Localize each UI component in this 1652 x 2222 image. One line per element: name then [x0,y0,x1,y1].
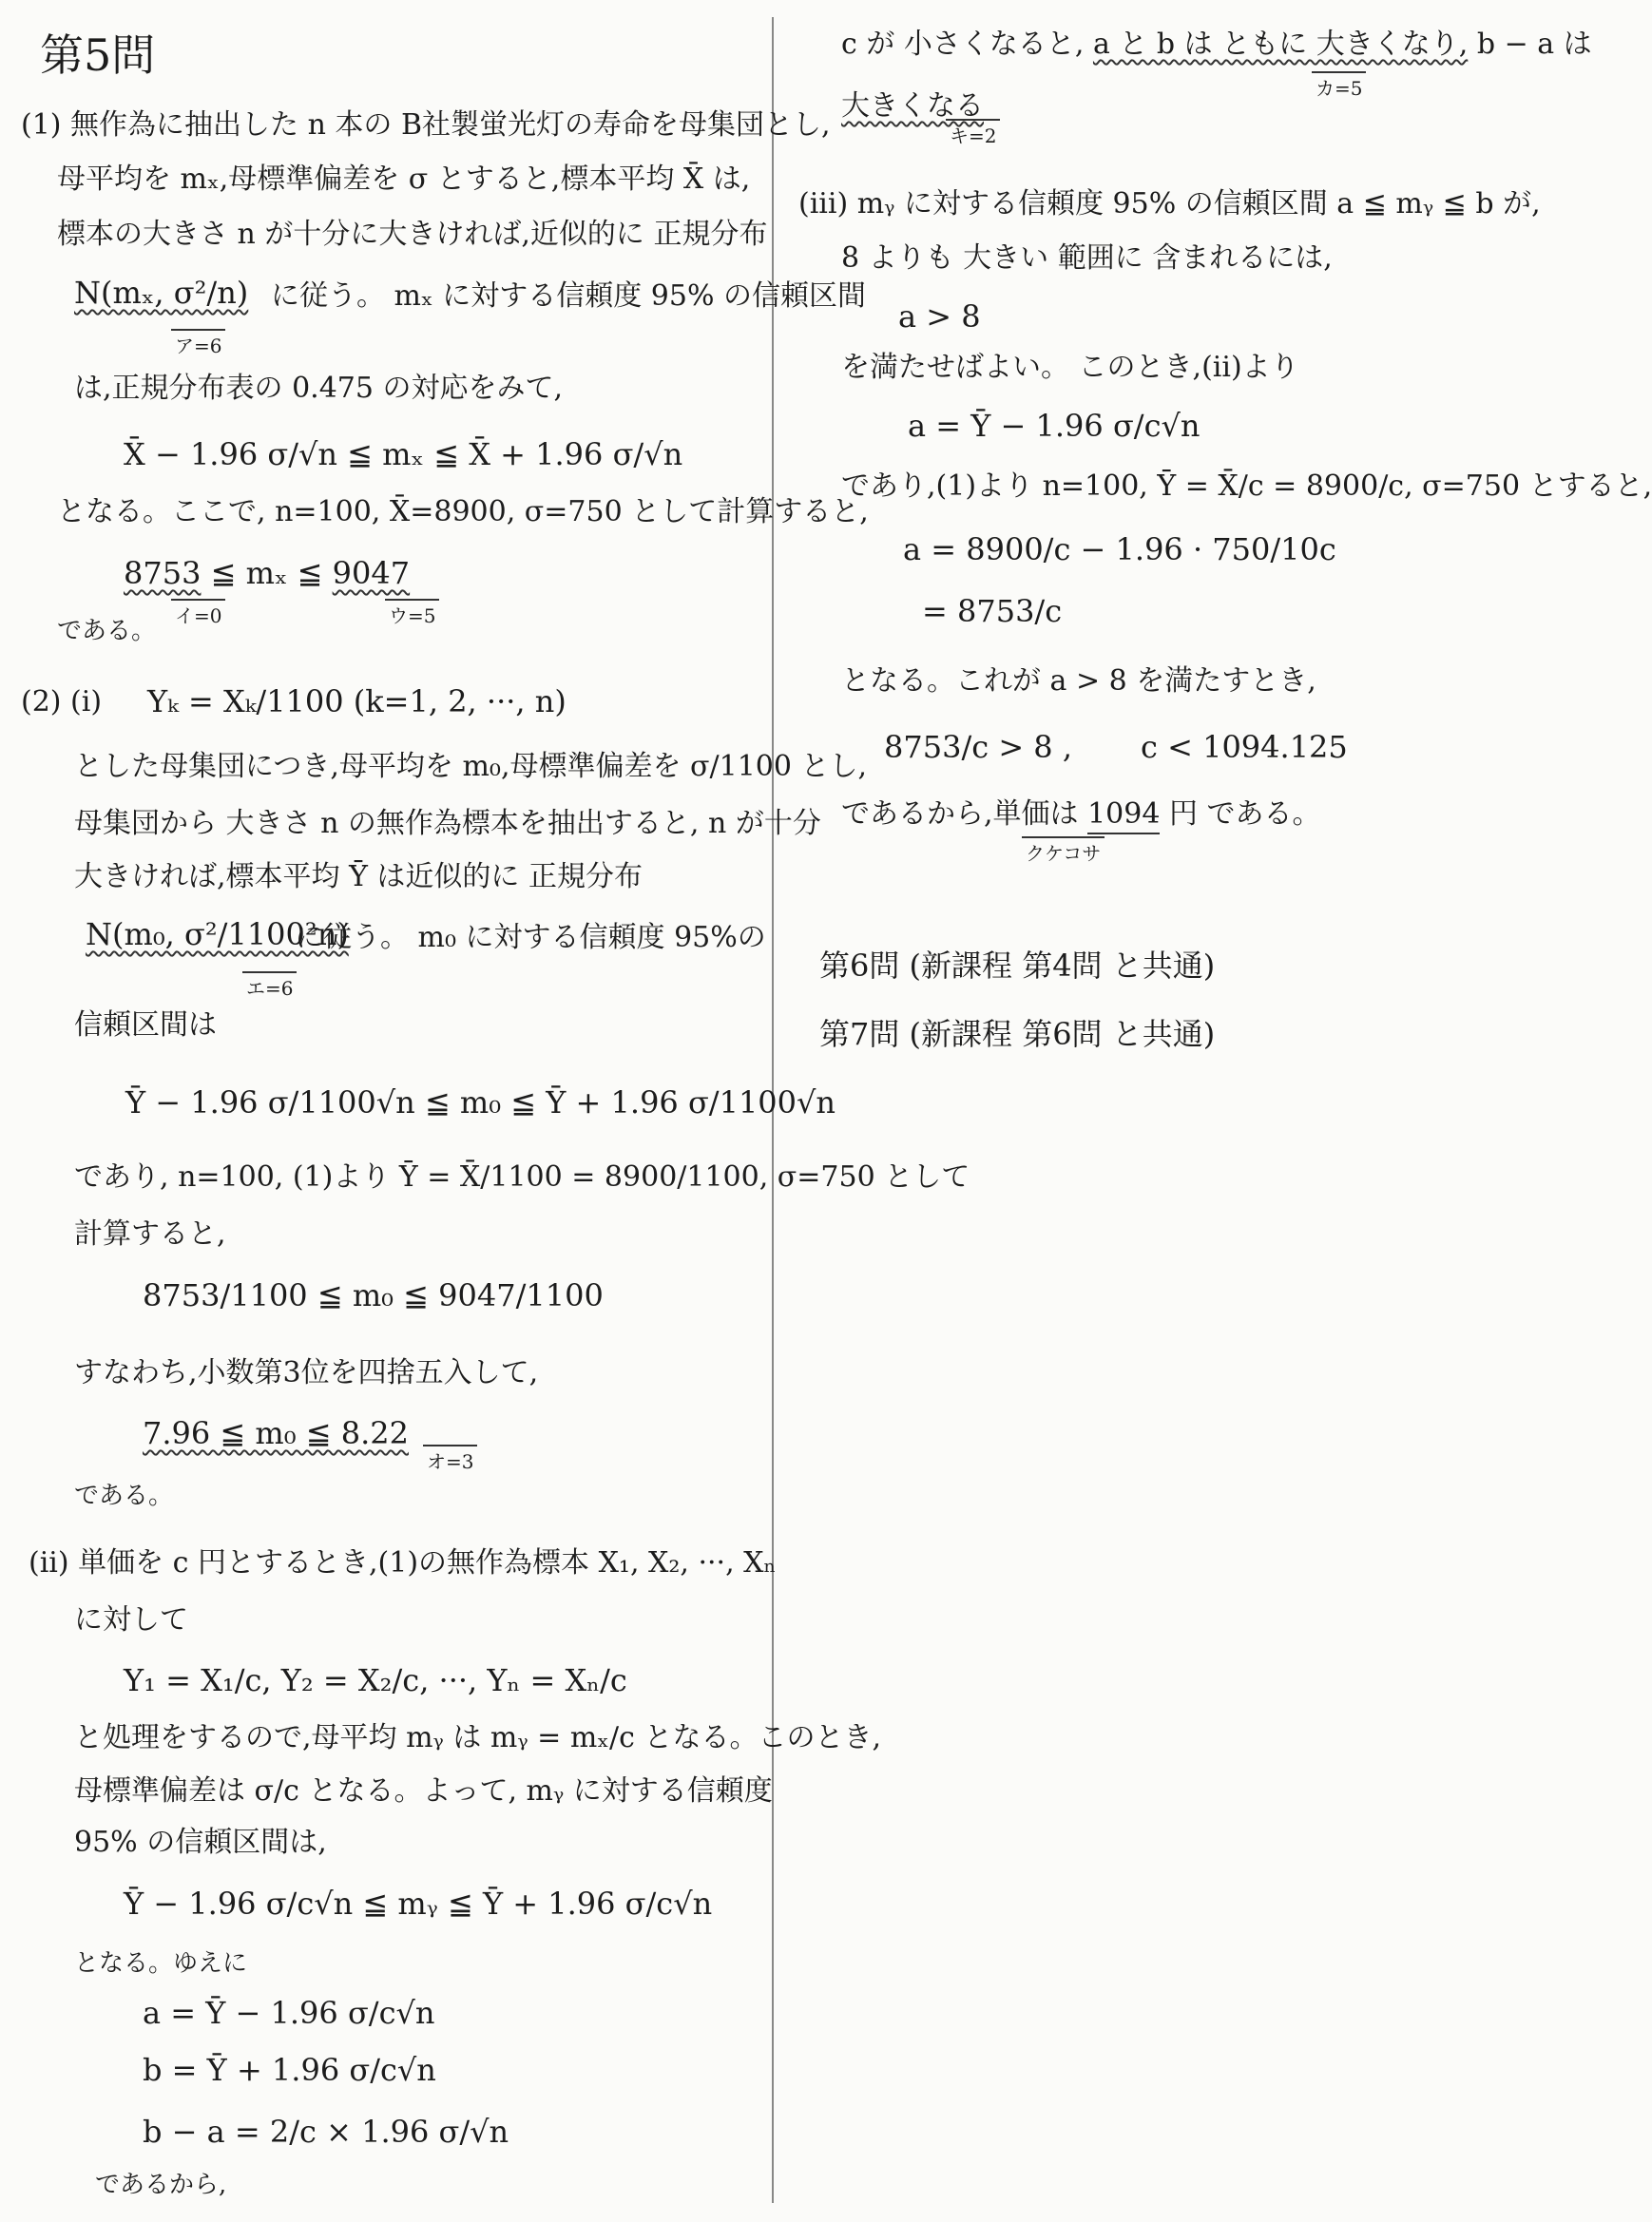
distribution-formula: N(mₓ, σ²/n) [74,275,249,311]
distribution-formula: N(m₀, σ²/1100²n) [86,916,349,952]
text-line: 95% の信頼区間は, [74,1826,327,1859]
text-line: 計算すると, [74,1217,226,1251]
text-line: すなわち,小数第3位を四捨五入して, [74,1356,539,1389]
equation: a = 8900/c − 1.96 · 750/10c [903,531,1336,567]
section-marker: (2) (i) [21,685,103,718]
equation: 8753/c > 8 , [884,729,1072,765]
text-line: であり, n=100, (1)より Ȳ = X̄/1100 = 8900/1100, σ=750 として [74,1160,970,1194]
answer-tag: ウ=5 [385,599,439,628]
equation: 8753/1100 ≦ m₀ ≦ 9047/1100 [143,1277,604,1313]
equation: = 8753/c [922,593,1063,629]
text-line: であるから,単価は 1094 円 である。 [841,798,1321,832]
equation: a = Ȳ − 1.96 σ/c√n [143,1995,435,2031]
equation: a > 8 [898,298,981,335]
text-line: であるから, [95,2171,227,2199]
text-line: となる。ここで, n=100, X̄=8900, σ=750 として計算すると, [57,495,869,528]
equation: Ȳ − 1.96 σ/c√n ≦ mᵧ ≦ Ȳ + 1.96 σ/c√n [124,1886,713,1922]
equation: a = Ȳ − 1.96 σ/c√n [908,408,1201,444]
text-line: 大きくなる [841,89,984,123]
answer-tag: キ=2 [946,119,1000,148]
note-line: 第7問 (新課程 第6問 と共通) [819,1016,1216,1052]
text-line: (iii) mᵧ に対する信頼度 95% の信頼区間 a ≦ mᵧ ≦ b が, [798,187,1541,220]
note-line: 第6問 (新課程 第4問 と共通) [819,948,1216,984]
equation: Yₖ = Xₖ/1100 (k=1, 2, ···, n) [147,683,567,719]
answer-tag: カ=5 [1312,71,1366,101]
equation: b − a = 2/c × 1.96 σ/√n [143,2114,509,2150]
text-line: 標本の大きさ n が十分に大きければ,近似的に 正規分布 [57,218,768,251]
text-line: に従う。 m₀ に対する信頼度 95%の [295,921,766,954]
text-line: 信頼区間は [74,1008,217,1042]
equation: X̄ − 1.96 σ/√n ≦ mₓ ≦ X̄ + 1.96 σ/√n [124,436,683,472]
page-title: 第5問 [40,29,156,81]
answer-tag: イ=0 [171,599,225,628]
answer-interval: 7.96 ≦ m₀ ≦ 8.22 [143,1415,409,1451]
text-line: を満たせばよい。 このとき,(ii)より [841,351,1299,384]
text-line: (1) 無作為に抽出した n 本の B社製蛍光灯の寿命を母集団とし, [21,108,831,142]
text-line: と処理をするので,母平均 mᵧ は mᵧ = mₓ/c となる。このとき, [74,1721,881,1754]
text-line: 母標準偏差は σ/c となる。よって, mᵧ に対する信頼度 [74,1774,773,1808]
text-line: となる。これが a > 8 を満たすとき, [841,664,1316,698]
equation: Y₁ = X₁/c, Y₂ = X₂/c, ···, Yₙ = Xₙ/c [124,1662,627,1698]
text-line: 母平均を mₓ,母標準偏差を σ とすると,標本平均 X̄ は, [57,163,751,196]
text-line: (ii) 単価を c 円とするとき,(1)の無作為標本 X₁, X₂, ···, Xₙ [29,1546,777,1580]
text-line: 大きければ,標本平均 Ȳ は近似的に 正規分布 [74,860,643,893]
equation: b = Ȳ + 1.96 σ/c√n [143,2052,436,2088]
text-line: 8 よりも 大きい 範囲に 含まれるには, [841,241,1333,275]
answer-tag: オ=3 [423,1445,477,1474]
answer-tag: クケコサ [1022,836,1105,866]
text-line: は,正規分布表の 0.475 の対応をみて, [74,372,564,405]
text-line: とした母集団につき,母平均を m₀,母標準偏差を σ/1100 とし, [74,750,868,783]
text-line: である。 [74,1482,174,1510]
answer-tag: エ=6 [242,971,297,1001]
answer-tag: ア=6 [171,329,225,358]
text-line: に従う。 mₓ に対する信頼度 95% の信頼区間 [271,279,866,313]
text-line: 母集団から 大きさ n の無作為標本を抽出すると, n が十分 [74,807,821,840]
equation: Ȳ − 1.96 σ/1100√n ≦ m₀ ≦ Ȳ + 1.96 σ/1100√n [125,1084,836,1121]
text-line: c が 小さくなると, a と b は ともに 大きくなり, b − a は [841,28,1592,61]
text-line: に対して [74,1603,188,1637]
text-line: である。 [57,617,157,645]
answer-interval: 8753 ≦ mₓ ≦ 9047 [124,555,411,591]
text-line: となる。ゆえに [74,1949,248,1978]
equation: c < 1094.125 [1141,729,1348,765]
text-line: であり,(1)より n=100, Ȳ = X̄/c = 8900/c, σ=750 とすると, [841,469,1652,503]
